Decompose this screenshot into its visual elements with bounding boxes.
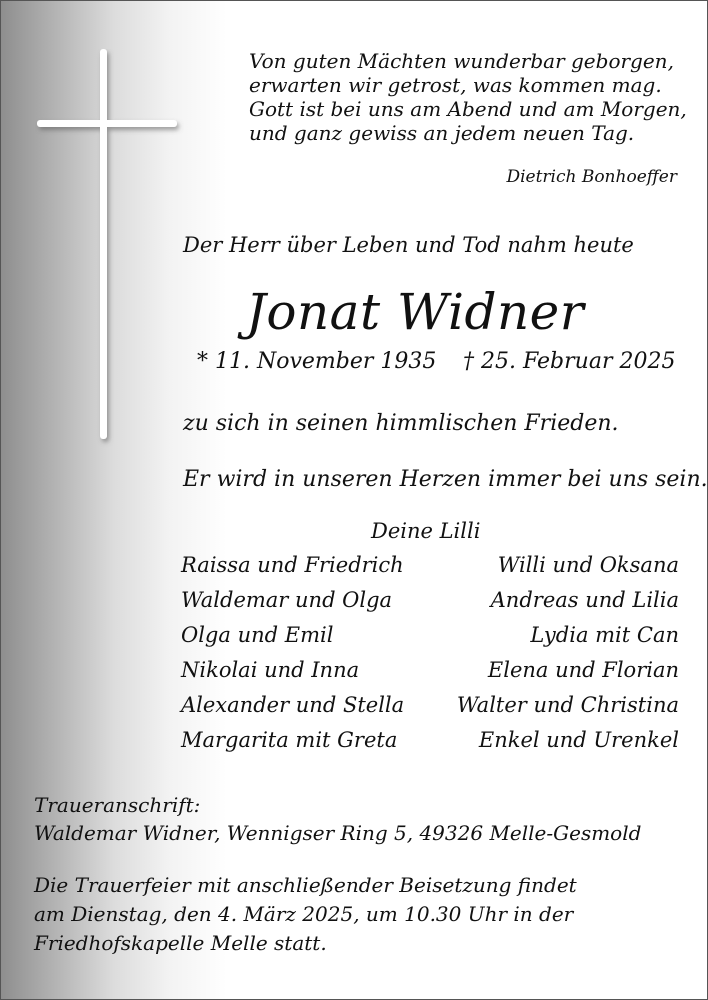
mourner-right: Elena und Florian <box>487 658 679 682</box>
mourners-list <box>181 553 679 763</box>
list-item <box>181 693 679 728</box>
death-date: † 25. Februar 2025 <box>463 349 676 374</box>
ceremony-line: Die Trauerfeier mit anschließender Beisetzung findet <box>34 873 577 897</box>
signer: Deine Lilli <box>371 519 481 543</box>
mourner-right: Walter und Christina <box>456 693 679 717</box>
peace-line: zu sich in seinen himmlischen Frieden. <box>183 411 619 436</box>
poem-line: und ganz gewiss an jedem neuen Tag. <box>249 121 635 145</box>
mourner-left: Margarita mit Greta <box>181 728 398 752</box>
birth-date: * 11. November 1935 <box>197 349 437 374</box>
mourner-right: Lydia mit Can <box>530 623 679 647</box>
list-item <box>181 588 679 623</box>
ceremony-line: Friedhofskapelle Melle statt. <box>34 931 327 955</box>
mourner-right: Andreas und Lilia <box>490 588 679 612</box>
hearts-line: Er wird in unseren Herzen immer bei uns sein. <box>183 467 708 492</box>
deceased-name: Jonat Widner <box>245 283 585 341</box>
cross-icon <box>35 49 185 449</box>
mourner-right: Enkel und Urenkel <box>478 728 679 752</box>
list-item <box>181 658 679 693</box>
mourner-right: Willi und Oksana <box>497 553 679 577</box>
ceremony-info <box>34 871 577 958</box>
mourner-left: Raissa und Friedrich <box>181 553 404 577</box>
mourner-left: Olga und Emil <box>181 623 334 647</box>
poem-author: Dietrich Bonhoeffer <box>506 167 677 187</box>
poem-line: Gott ist bei uns am Abend und am Morgen, <box>249 97 687 121</box>
mourner-left: Nikolai und Inna <box>181 658 360 682</box>
ceremony-line: am Dienstag, den 4. März 2025, um 10.30 Uhr in der <box>34 902 574 926</box>
poem-line: erwarten wir getrost, was kommen mag. <box>249 73 662 97</box>
address-line: Waldemar Widner, Wennigser Ring 5, 49326 Melle-Gesmold <box>34 821 642 845</box>
mourner-left: Alexander und Stella <box>181 693 405 717</box>
intro-line: Der Herr über Leben und Tod nahm heute <box>183 233 634 257</box>
poem <box>249 49 687 145</box>
list-item <box>181 623 679 658</box>
address-label: Traueranschrift: <box>34 793 201 817</box>
list-item <box>181 553 679 588</box>
list-item <box>181 728 679 763</box>
mourner-left: Waldemar und Olga <box>181 588 393 612</box>
poem-line: Von guten Mächten wunderbar geborgen, <box>249 49 674 73</box>
